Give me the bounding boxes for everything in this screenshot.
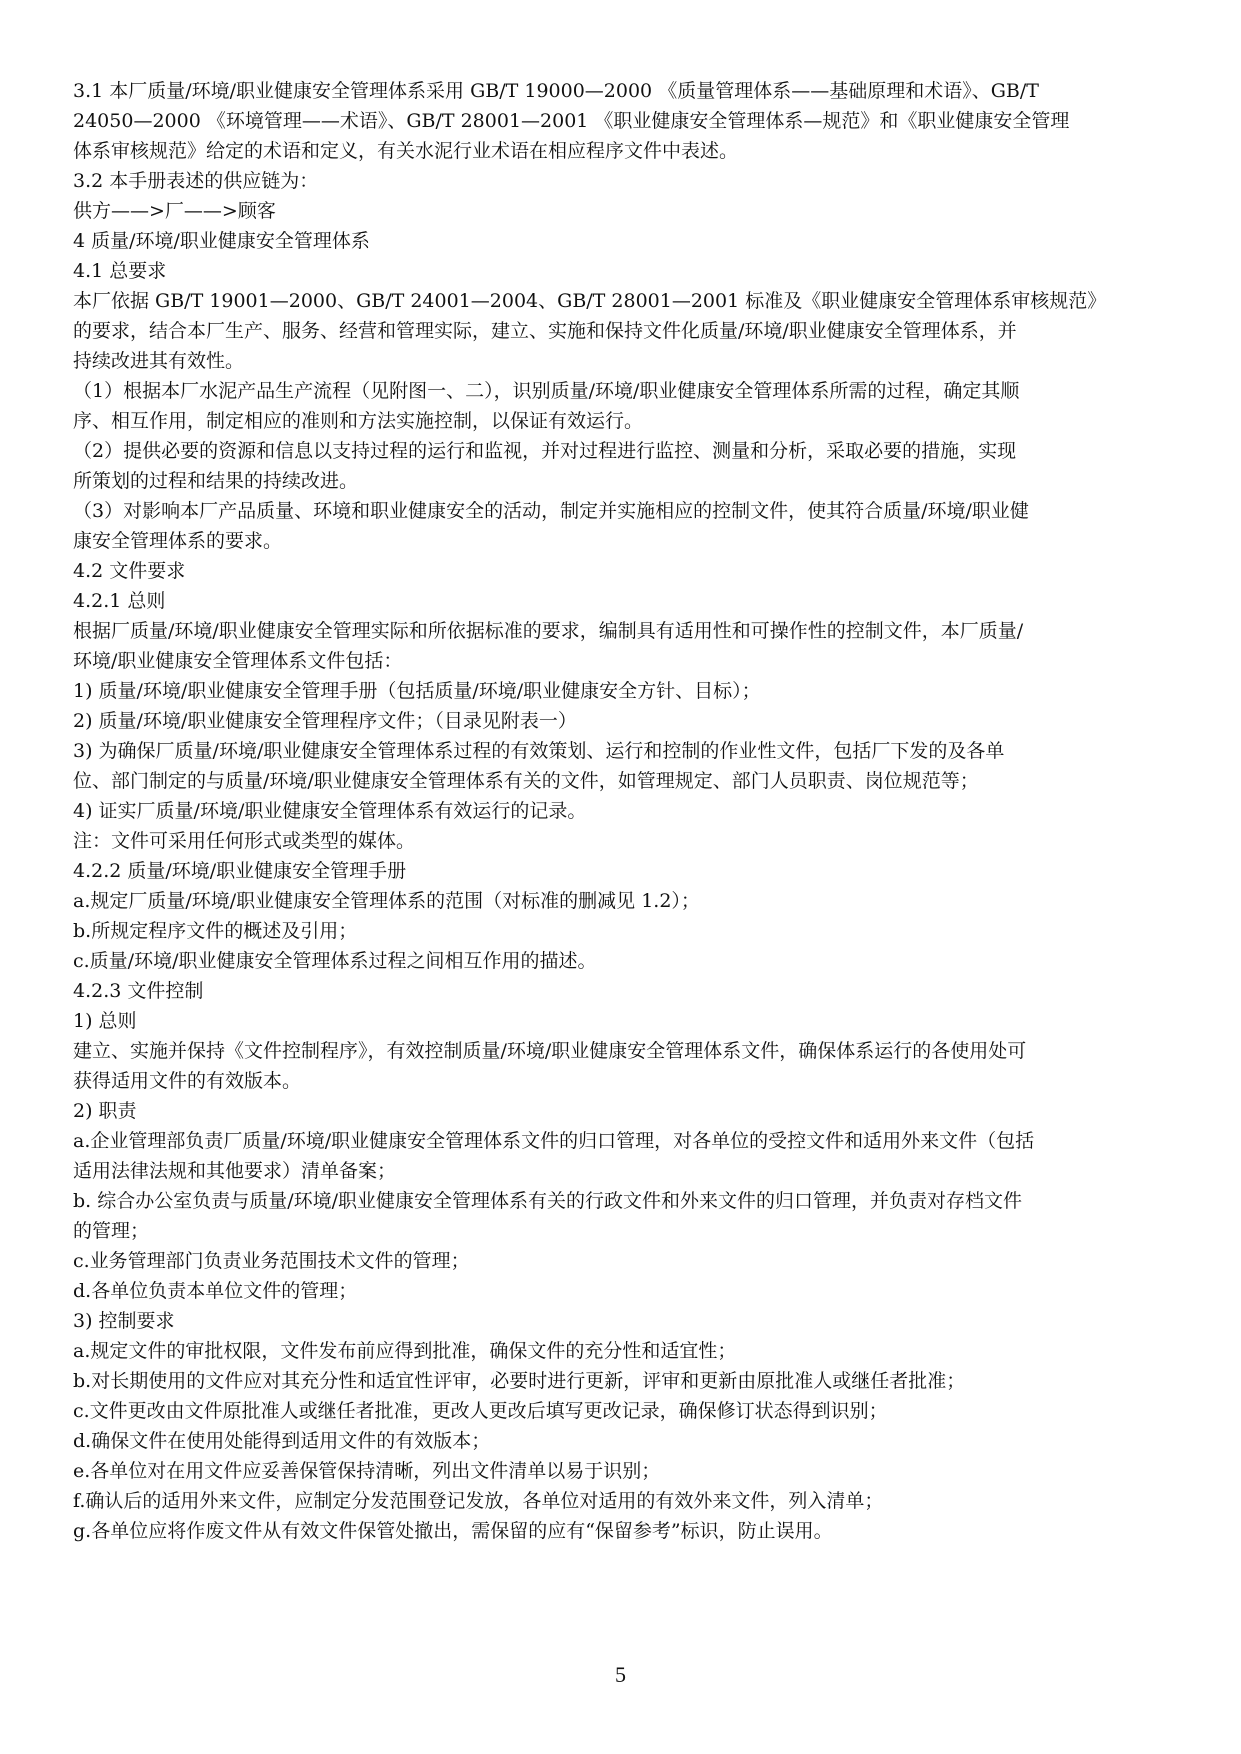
text-line: 康安全管理体系的要求。 xyxy=(73,530,283,552)
section-heading: 4 质量/环境/职业健康安全管理体系 xyxy=(73,230,370,252)
list-item: e.各单位对在用文件应妥善保管保持清晰，列出文件清单以易于识别； xyxy=(73,1460,661,1482)
text-line: 持续改进其有效性。 xyxy=(73,350,245,372)
text-line: 适用法律法规和其他要求）清单备案； xyxy=(73,1160,397,1182)
text-line: 体系审核规范》给定的术语和定义，有关水泥行业术语在相应程序文件中表述。 xyxy=(73,140,739,162)
section-heading: 4.1 总要求 xyxy=(73,260,167,282)
text-line: 供方——>厂——>顾客 xyxy=(73,200,276,222)
text-line: 根据厂质量/环境/职业健康安全管理实际和所依据标准的要求，编制具有适用性和可操作性的控制文件，本厂质量/ xyxy=(73,620,1024,642)
text-line: 24050—2000 《环境管理——术语》、GB/T 28001—2001 《职业健康安全管理体系—规范》和《职业健康安全管理 xyxy=(73,110,1070,132)
page-number: 5 xyxy=(615,1662,626,1687)
list-item: d.确保文件在使用处能得到适用文件的有效版本； xyxy=(73,1430,491,1452)
section-heading: 4.2.3 文件控制 xyxy=(73,980,204,1002)
subheading: 1) 总则 xyxy=(73,1010,137,1032)
section-heading: 3.2 本手册表述的供应链为： xyxy=(73,170,319,192)
list-item: 4) 证实厂质量/环境/职业健康安全管理体系有效运行的记录。 xyxy=(73,800,587,822)
list-item: b.所规定程序文件的概述及引用； xyxy=(73,920,358,942)
text-line: 获得适用文件的有效版本。 xyxy=(73,1070,302,1092)
section-heading: 4.2.1 总则 xyxy=(73,590,166,612)
list-item: 2) 质量/环境/职业健康安全管理程序文件；（目录见附表一） xyxy=(73,710,577,732)
list-item: 1) 质量/环境/职业健康安全管理手册（包括质量/环境/职业健康安全方针、目标）； xyxy=(73,680,761,702)
list-item: b.对长期使用的文件应对其充分性和适宜性评审，必要时进行更新，评审和更新由原批准人或继任者批准； xyxy=(73,1370,966,1392)
text-line: 的管理； xyxy=(73,1220,150,1242)
list-item: f.确认后的适用外来文件，应制定分发范围登记发放，各单位对适用的有效外来文件，列入清单； xyxy=(73,1490,884,1512)
list-item: a.企业管理部负责厂质量/环境/职业健康安全管理体系文件的归口管理，对各单位的受控文件和适用外来文件（包括 xyxy=(73,1130,1035,1152)
text-line: 序、相互作用，制定相应的准则和方法实施控制，以保证有效运行。 xyxy=(73,410,644,432)
list-item: 3) 为确保厂质量/环境/职业健康安全管理体系过程的有效策划、运行和控制的作业性文件，包括厂下发的及各单 xyxy=(73,740,1005,762)
list-item: g.各单位应将作废文件从有效文件保管处撤出，需保留的应有“保留参考”标识，防止误用。 xyxy=(73,1520,833,1542)
list-item: c.质量/环境/职业健康安全管理体系过程之间相互作用的描述。 xyxy=(73,950,597,972)
text-line: （1）根据本厂水泥产品生产流程（见附图一、二），识别质量/环境/职业健康安全管理体系所需的过程，确定其顺 xyxy=(73,380,1020,402)
text-line: 环境/职业健康安全管理体系文件包括： xyxy=(73,650,403,672)
text-line: 本厂依据 GB/T 19001—2000、GB/T 24001—2004、GB/T 28001—2001 标准及《职业健康安全管理体系审核规范》 xyxy=(73,290,1107,312)
text-line: （2）提供必要的资源和信息以支持过程的运行和监视，并对过程进行监控、测量和分析，采取必要的措施，实现 xyxy=(73,440,1017,462)
document-body xyxy=(73,76,1169,1546)
text-line: 建立、实施并保持《文件控制程序》，有效控制质量/环境/职业健康安全管理体系文件，确保体系运行的各使用处可 xyxy=(73,1040,1027,1062)
list-item: a.规定厂质量/环境/职业健康安全管理体系的范围（对标准的删减见 1.2）； xyxy=(73,890,700,912)
text-line: 所策划的过程和结果的持续改进。 xyxy=(73,470,359,492)
section-heading: 4.2.2 质量/环境/职业健康安全管理手册 xyxy=(73,860,407,882)
list-item: d.各单位负责本单位文件的管理； xyxy=(73,1280,358,1302)
note-line: 注：文件可采用任何形式或类型的媒体。 xyxy=(73,830,416,852)
text-line: 的要求，结合本厂生产、服务、经营和管理实际，建立、实施和保持文件化质量/环境/职业健康安全管理体系，并 xyxy=(73,320,1017,342)
list-item: c.文件更改由文件原批准人或继任者批准，更改人更改后填写更改记录，确保修订状态得到识别； xyxy=(73,1400,888,1422)
text-line: 位、部门制定的与质量/环境/职业健康安全管理体系有关的文件，如管理规定、部门人员职责、岗位规范等； xyxy=(73,770,979,792)
subheading: 3) 控制要求 xyxy=(73,1310,175,1332)
list-item: a.规定文件的审批权限，文件发布前应得到批准，确保文件的充分性和适宜性； xyxy=(73,1340,737,1362)
text-line: 3.1 本厂质量/环境/职业健康安全管理体系采用 GB/T 19000—2000 《质量管理体系——基础原理和术语》、GB/T xyxy=(73,80,1039,102)
text-line: （3）对影响本厂产品质量、环境和职业健康安全的活动，制定并实施相应的控制文件，使其符合质量/环境/职业健 xyxy=(73,500,1029,522)
section-heading: 4.2 文件要求 xyxy=(73,560,186,582)
list-item: b. 综合办公室负责与质量/环境/职业健康安全管理体系有关的行政文件和外来文件的归口管理，并负责对存档文件 xyxy=(73,1190,1023,1212)
list-item: c.业务管理部门负责业务范围技术文件的管理； xyxy=(73,1250,470,1272)
subheading: 2) 职责 xyxy=(73,1100,137,1122)
